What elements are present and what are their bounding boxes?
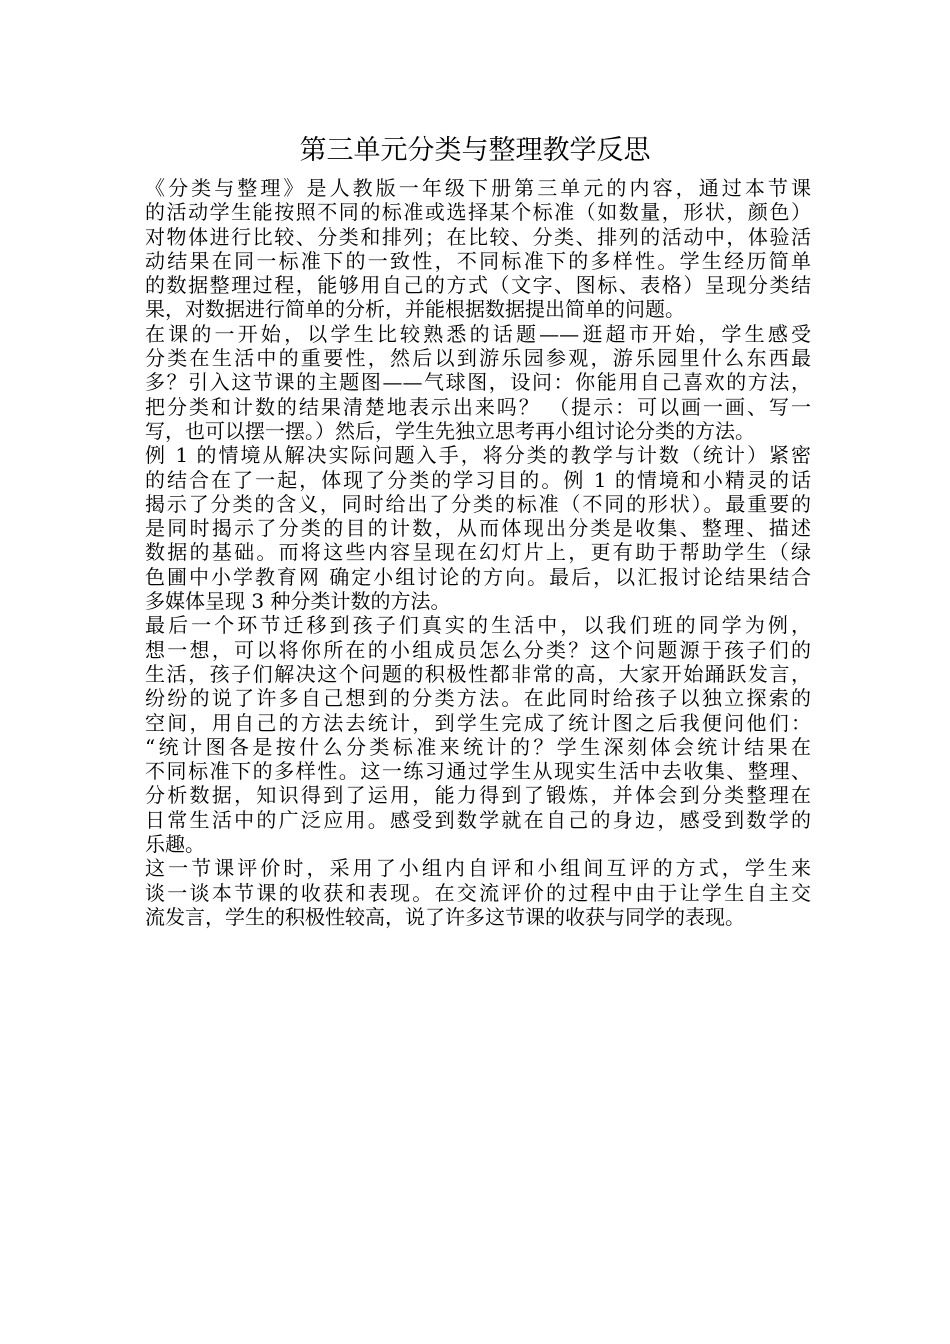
body-line: 的结合在了一起，体现了分类的学习目的。例 1 的情境和小精灵的话	[145, 467, 811, 492]
body-line: 数据的基础。而将这些内容呈现在幻灯片上，更有助于帮助学生（绿	[145, 540, 811, 565]
body-line: “统计图各是按什么分类标准来统计的？学生深刻体会统计结果在	[145, 734, 811, 759]
body-line: 分析数据，知识得到了运用，能力得到了锻炼，并体会到分类整理在	[145, 783, 811, 808]
body-line: 是同时揭示了分类的目的计数，从而体现出分类是收集、整理、描述	[145, 516, 811, 541]
body-line: 的数据整理过程，能够用自己的方式（文字、图标、表格）呈现分类结	[145, 273, 811, 298]
body-line: 多？引入这节课的主题图——气球图，设问：你能用自己喜欢的方法，	[145, 370, 811, 395]
body-line: 日常生活中的广泛应用。感受到数学就在自己的身边，感受到数学的	[145, 807, 811, 832]
body-line: 空间，用自己的方法去统计，到学生完成了统计图之后我便问他们：	[145, 710, 811, 735]
body-line: 的活动学生能按照不同的标准或选择某个标准（如数量，形状，颜色）	[145, 200, 811, 225]
body-line: 想一想，可以将你所在的小组成员怎么分类？这个问题源于孩子们的	[145, 637, 811, 662]
body-line: 写，也可以摆一摆。）然后，学生先独立思考再小组讨论分类的方法。	[145, 418, 755, 443]
body-line: 动结果在同一标准下的一致性，不同标准下的多样性。学生经历简单	[145, 248, 811, 273]
body-line: 果，对数据进行简单的分析，并能根据数据提出简单的问题。	[145, 297, 685, 322]
body-line: 色圃中小学教育网 确定小组讨论的方向。最后，以汇报讨论结果结合	[145, 564, 811, 589]
body-line: 流发言，学生的积极性较高，说了许多这节课的收获与同学的表现。	[145, 904, 745, 929]
body-line: 分类在生活中的重要性，然后以到游乐园参观，游乐园里什么东西最	[145, 346, 811, 371]
body-line: 多媒体呈现 3 种分类计数的方法。	[145, 589, 451, 614]
body-line: 在课的一开始，以学生比较熟悉的话题——逛超市开始，学生感受	[145, 321, 811, 346]
body-line: 最后一个环节迁移到孩子们真实的生活中，以我们班的同学为例，	[145, 613, 811, 638]
body-line: 例 1 的情境从解决实际问题入手，将分类的教学与计数（统计）紧密	[145, 443, 811, 468]
document-title: 第三单元分类与整理教学反思	[299, 135, 651, 166]
body-line: 揭示了分类的含义，同时给出了分类的标准（不同的形状）。最重要的	[145, 491, 811, 516]
document-body	[145, 176, 811, 929]
body-line: 把分类和计数的结果清楚地表示出来吗？ （提示：可以画一画、写一	[145, 394, 811, 419]
body-line: 这一节课评价时，采用了小组内自评和小组间互评的方式，学生来	[145, 856, 811, 881]
body-line: 生活，孩子们解决这个问题的积极性都非常的高，大家开始踊跃发言，	[145, 661, 811, 686]
body-line: 不同标准下的多样性。这一练习通过学生从现实生活中去收集、整理、	[145, 759, 811, 784]
body-line: 谈一谈本节课的收获和表现。在交流评价的过程中由于让学生自主交	[145, 880, 811, 905]
body-line: 纷纷的说了许多自己想到的分类方法。在此同时给孩子以独立探索的	[145, 686, 811, 711]
body-line: 对物体进行比较、分类和排列；在比较、分类、排列的活动中，体验活	[145, 224, 811, 249]
body-line: 乐趣。	[145, 832, 205, 857]
body-line: 《分类与整理》是人教版一年级下册第三单元的内容，通过本节课	[145, 176, 811, 200]
